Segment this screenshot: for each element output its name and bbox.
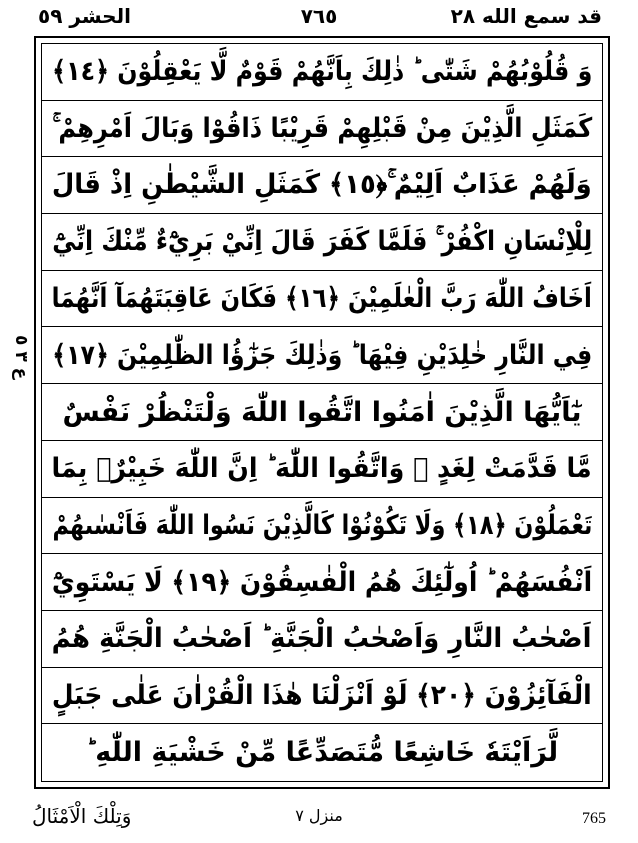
verse-text: فِي النَّارِ خٰلِدَيْنِ فِيْهَا ؕ وَذٰلِكَ جَزٰٓؤُا الظّٰلِمِيْنَ ﴿١٧﴾ bbox=[52, 339, 592, 371]
verse-text: لَّرَاَيْتَهٗ خَاشِعًا مُّتَصَدِّعًا مِّنْ خَشْيَةِ اللّٰهِ ؕ bbox=[85, 737, 559, 769]
text-line bbox=[42, 328, 602, 385]
verse-text: لِلْاِنْسَانِ اكْفُرْ ۚ فَلَمَّا كَفَرَ قَالَ اِنِّيْ بَرِيْٓءٌ مِّنْكَ اِنِّيْٓ bbox=[51, 225, 593, 257]
verse-text: الْفَآئِزُوْنَ ﴿٢٠﴾ لَوْ اَنْزَلْنَا هٰذَا الْقُرْاٰنَ عَلٰى جَبَلٍ bbox=[52, 680, 592, 712]
text-line bbox=[42, 554, 602, 611]
verse-text: وَ قُلُوْبُهُمْ شَتّٰى ؕ ذٰلِكَ بِاَنَّهُمْ قَوْمٌ لَّا يَعْقِلُوْنَ ﴿١٤﴾ bbox=[51, 56, 593, 88]
text-line bbox=[42, 441, 602, 498]
text-line bbox=[42, 611, 602, 668]
verse-text: تَعْمَلُوْنَ ﴿١٨﴾ وَلَا تَكُوْنُوْا كَالَّذِيْنَ نَسُوا اللّٰهَ فَاَنْسٰىهُمْ bbox=[52, 509, 592, 541]
verse-text: اَخَافُ اللّٰهَ رَبَّ الْعٰلَمِيْنَ ﴿١٦﴾ فَكَانَ عَاقِبَتَهُمَآ اَنَّهُمَا bbox=[51, 283, 593, 315]
page-footer bbox=[30, 800, 608, 836]
text-line bbox=[42, 498, 602, 555]
page-number: 765 bbox=[582, 810, 606, 827]
juz-name: قد سمع الله ٢٨ bbox=[450, 4, 602, 28]
verse-text: كَمَثَلِ الَّذِيْنَ مِنْ قَبْلِهِمْ قَرِيْبًا ذَاقُوْا وَبَالَ اَمْرِهِمْ ۚ bbox=[52, 112, 592, 144]
text-line bbox=[42, 157, 602, 214]
surah-name: الحشر ٥٩ bbox=[38, 4, 131, 28]
text-line bbox=[42, 384, 602, 441]
text-line bbox=[42, 668, 602, 725]
verse-text: اَنْفُسَهُمْ ؕ اُولٰٓئِكَ هُمُ الْفٰسِقُوْنَ ﴿١٩﴾ لَا يَسْتَوِيْٓ bbox=[51, 566, 593, 598]
ruku-marker: ع ٣ ٥ bbox=[11, 335, 31, 380]
verse-text: وَلَهُمْ عَذَابٌ اَلِيْمٌ ۚ﴿١٥﴾ كَمَثَلِ الشَّيْطٰنِ اِذْ قَالَ bbox=[52, 169, 592, 201]
verse-text: مَّا قَدَّمَتْ لِغَدٍ ۚ وَاتَّقُوا اللّٰهَ ؕ اِنَّ اللّٰهَ خَبِيْرٌۢ بِمَا bbox=[51, 453, 593, 485]
text-line bbox=[42, 44, 602, 101]
text-line bbox=[42, 271, 602, 328]
page-header bbox=[30, 0, 608, 32]
manzil-label: منزل ٧ bbox=[295, 806, 343, 825]
catchword: وَتِلْكَ الْاَمْثَالُ bbox=[32, 804, 132, 828]
text-line bbox=[42, 101, 602, 158]
quran-text-block bbox=[42, 44, 602, 781]
verse-text: يٰٓاَيُّهَا الَّذِيْنَ اٰمَنُوا اتَّقُوا اللّٰهَ وَلْتَنْظُرْ نَفْسٌ bbox=[62, 396, 582, 428]
page-number-arabic: ٧٦٥ bbox=[300, 4, 338, 28]
text-line bbox=[42, 214, 602, 271]
text-line bbox=[42, 724, 602, 781]
verse-text: اَصْحٰبُ النَّارِ وَاَصْحٰبُ الْجَنَّةِ ؕ اَصْحٰبُ الْجَنَّةِ هُمُ bbox=[52, 623, 592, 655]
